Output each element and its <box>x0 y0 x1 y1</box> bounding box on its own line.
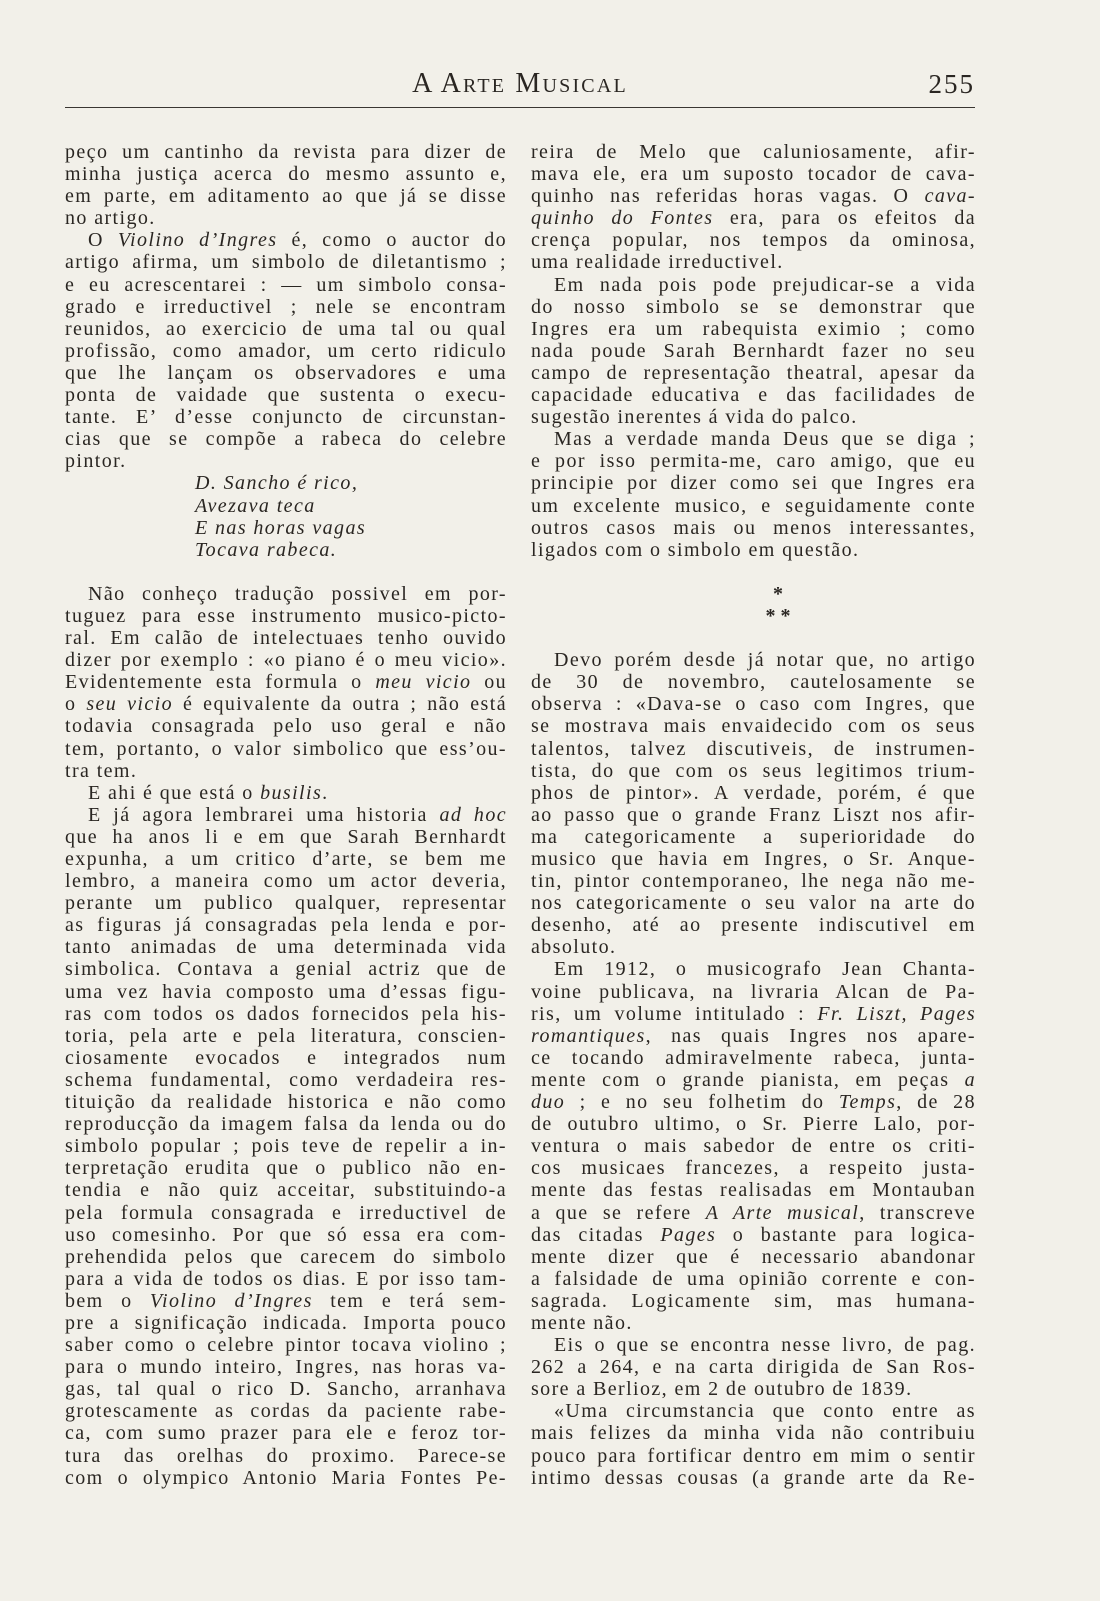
paragraph <box>65 782 507 804</box>
running-header <box>65 66 975 102</box>
text-run: pouco para fortificar dentro em mim o sentir <box>531 1444 976 1467</box>
text-run: * * <box>765 604 791 627</box>
text-run: Ingres era um rabequista eximio ; como <box>531 317 976 340</box>
text-run: quinho nas referidas horas vagas. O <box>531 185 925 208</box>
text-line <box>65 1400 507 1422</box>
text-line <box>65 848 507 870</box>
text-run: absoluto. <box>531 936 617 959</box>
text-run: Em 1912, o musicografo Jean Chanta- <box>554 958 976 981</box>
text-line <box>65 1246 507 1268</box>
text-line <box>531 826 976 848</box>
text-run: ras com todos os dados fornecidos pela his- <box>65 1002 507 1025</box>
text-run: Eis o que se encontra nesse livro, de pag. <box>554 1334 976 1357</box>
text-run: profissão, como amador, um certo ridiculo <box>65 339 507 362</box>
right-text-column <box>531 141 976 1489</box>
italic-text: A Arte musical <box>705 1201 860 1224</box>
text-run: , nas quais Ingres nos apare- <box>645 1024 976 1047</box>
text-run: capacidade educativa e das facilidades de <box>531 384 976 407</box>
text-line <box>531 981 976 1003</box>
text-run: ao passo que o grande Franz Liszt nos afir- <box>531 803 976 826</box>
text-line <box>531 738 976 760</box>
text-line <box>65 981 507 1003</box>
text-run: cos musicaes francezes, a respeito justa- <box>531 1157 976 1180</box>
text-line <box>65 1069 507 1091</box>
paragraph <box>531 958 976 1334</box>
text-run: tem e terá sem- <box>312 1289 507 1312</box>
text-line <box>65 804 507 826</box>
text-line <box>531 1312 976 1334</box>
text-line <box>65 1091 507 1113</box>
text-run: é, como o auctor do <box>277 229 508 252</box>
text-line <box>531 804 976 826</box>
text-run: reunidos, ao exercicio de uma tal ou qual <box>65 317 507 340</box>
text-run: E nas horas vagas <box>195 516 367 539</box>
italic-text: romantiques <box>531 1024 646 1047</box>
text-line <box>65 185 507 207</box>
text-run: «Uma circumstancia que conto entre as <box>554 1400 976 1423</box>
text-line <box>531 1246 976 1268</box>
text-line <box>531 472 976 494</box>
text-run: um excelente musico, e seguidamente conte <box>531 494 976 517</box>
text-run: . <box>322 781 329 804</box>
text-run: sagrada. Logicamente sim, mas humana- <box>531 1289 976 1312</box>
italic-text: seu vicio <box>86 693 174 716</box>
text-line <box>65 583 507 605</box>
text-line <box>531 693 976 715</box>
text-run: as figuras já consagradas pela lenda e por- <box>65 914 507 937</box>
text-line <box>65 936 507 958</box>
text-run: nos categoricamente o seu valor na arte do <box>531 892 976 915</box>
text-run: bem o <box>65 1289 150 1312</box>
text-run: para o mundo inteiro, Ingres, nas horas va- <box>65 1356 507 1379</box>
text-run: e por isso permita-me, caro amigo, que eu <box>531 450 976 473</box>
text-run: mente dizer que é necessario abandonar <box>531 1245 976 1268</box>
verse-line <box>65 517 507 539</box>
asterism-line <box>531 583 976 605</box>
text-line <box>531 274 976 296</box>
magazine-title: A Arte Musical <box>412 68 628 99</box>
text-line <box>65 1356 507 1378</box>
verse-line <box>65 539 507 561</box>
text-line <box>65 892 507 914</box>
text-run: sore a Berlioz, em 2 de outubro de 1839. <box>531 1378 913 1401</box>
text-run: tanto animadas de uma determinada vida <box>65 936 507 959</box>
text-line <box>531 870 976 892</box>
text-line <box>65 1467 507 1489</box>
text-line <box>65 760 507 782</box>
italic-text: quinho do Fontes <box>531 207 714 230</box>
text-line <box>531 1334 976 1356</box>
text-line <box>65 1047 507 1069</box>
text-line <box>531 229 976 251</box>
text-line <box>531 1113 976 1135</box>
text-run: tendia e não quiz acceitar, substituindo-a <box>65 1179 507 1202</box>
text-line <box>531 340 976 362</box>
text-run: com o olympico Antonio Maria Fontes Pe- <box>65 1466 507 1489</box>
text-run: tuguez para esse instrumento musico-picto- <box>65 604 507 627</box>
text-run: phos de pintor». A verdade, porém, é que <box>531 781 976 804</box>
text-line <box>531 207 976 229</box>
text-line <box>531 782 976 804</box>
text-run: cias que se compõe a rabeca do celebre <box>65 428 507 451</box>
text-line <box>531 1224 976 1246</box>
text-run: musico que havia em Ingres, o Sr. Anque- <box>531 848 976 870</box>
text-run: uso comesinho. Por que só essa era com- <box>65 1223 507 1246</box>
text-run: tista, do que com os seus legitimos trium- <box>531 759 976 782</box>
text-line <box>531 450 976 472</box>
italic-text: Violino d’Ingres <box>117 229 278 252</box>
text-run: ca, com sumo prazer para ele e feroz tor- <box>65 1422 507 1445</box>
text-run: , transcreve <box>859 1201 976 1224</box>
text-run: que lhe lançam os observadores e uma <box>65 361 507 384</box>
text-line <box>65 914 507 936</box>
text-line <box>531 958 976 980</box>
text-run: o <box>65 693 87 716</box>
text-run: desenho, até ao presente indiscutivel em <box>531 914 976 937</box>
text-line <box>65 738 507 760</box>
text-line <box>65 1422 507 1444</box>
text-run: ma categoricamente a superioridade do <box>531 825 976 848</box>
paragraph <box>531 274 976 429</box>
text-run: pre a significação indicada. Importa pouco <box>65 1311 507 1334</box>
text-line <box>531 914 976 936</box>
text-line <box>65 1334 507 1356</box>
text-run: 262 a 264, e na carta dirigida de San Ros- <box>531 1356 976 1379</box>
text-run: saber como o celebre pintor tocava violino ; <box>65 1334 507 1357</box>
text-run: se mostrava mais envaidecido com os seus <box>531 715 976 738</box>
text-run: peço um cantinho da revista para dizer de <box>65 141 507 163</box>
verse-line <box>65 472 507 494</box>
text-run: intimo dessas cousas (a grande arte da Re- <box>531 1466 976 1489</box>
text-run: a que se refere <box>531 1201 706 1224</box>
text-run: E já agora lembrarei uma historia <box>88 803 440 826</box>
text-line <box>531 163 976 185</box>
text-run: tura das orelhas do proximo. Parece-se <box>65 1444 507 1467</box>
text-run: mente com o grande pianista, em peças <box>531 1068 965 1091</box>
text-run: simbolica. Contava a genial actriz que de <box>65 958 507 981</box>
text-line <box>531 141 976 163</box>
text-run: pela formula consagrada e irreductivel de <box>65 1201 507 1224</box>
text-line <box>65 671 507 693</box>
text-line <box>65 207 507 229</box>
text-line <box>531 318 976 340</box>
text-line <box>65 826 507 848</box>
text-run: de 30 de novembro, cautelosamente se <box>531 671 976 694</box>
text-line <box>531 1003 976 1025</box>
text-run: Mas a verdade manda Deus que se diga ; <box>554 428 976 451</box>
paragraph <box>531 141 976 274</box>
text-run: para a vida de todos os dias. E por isso tam- <box>65 1267 507 1290</box>
text-run: grotescamente as cordas da paciente rabe- <box>65 1400 507 1423</box>
text-line <box>531 185 976 207</box>
text-run: crença popular, nos tempos da ominosa, <box>531 229 976 252</box>
text-run: sugestão inerentes á vida do palco. <box>531 406 858 429</box>
text-run: observa : «Dava-se o caso com Ingres, que <box>531 693 976 716</box>
text-run: Evidentemente esta formula o <box>65 671 376 694</box>
text-line <box>65 428 507 450</box>
paragraph <box>531 1400 976 1488</box>
text-line <box>531 936 976 958</box>
text-line <box>65 1224 507 1246</box>
text-run: ponta de vaidade que sustenta o execu- <box>65 384 507 407</box>
text-run: expunha, a um critico d’arte, se bem me <box>65 848 507 870</box>
text-line <box>531 671 976 693</box>
text-line <box>531 296 976 318</box>
text-run: uma realidade irreductivel. <box>531 251 784 274</box>
text-line <box>65 605 507 627</box>
text-line <box>531 1157 976 1179</box>
text-line <box>531 251 976 273</box>
text-run: gas, tal qual o rico D. Sancho, arranhava <box>65 1378 507 1401</box>
text-line <box>531 649 976 671</box>
text-line <box>531 384 976 406</box>
text-line <box>65 870 507 892</box>
text-run: mava ele, era um suposto tocador de cava- <box>531 163 976 186</box>
text-run: schema fundamental, como verdadeira res- <box>65 1068 507 1091</box>
text-run: grado e irreductivel ; nele se encontram <box>65 295 507 318</box>
page-number: 255 <box>928 69 975 99</box>
text-line <box>65 1445 507 1467</box>
italic-text: Fr. Liszt, Pages <box>817 1002 976 1025</box>
text-line <box>531 1047 976 1069</box>
text-run: ligados com o simbolo em questão. <box>531 538 860 561</box>
text-line <box>531 428 976 450</box>
text-line <box>65 274 507 296</box>
text-line <box>531 495 976 517</box>
text-line <box>65 251 507 273</box>
text-line <box>65 649 507 671</box>
text-line <box>65 693 507 715</box>
text-line <box>65 229 507 251</box>
text-line <box>531 1290 976 1312</box>
text-run: mente das festas realisadas em Montauban <box>531 1179 976 1202</box>
header-rule <box>65 107 975 108</box>
text-line <box>65 627 507 649</box>
italic-text: Violino d’Ingres <box>149 1289 313 1312</box>
paragraph <box>65 141 507 229</box>
text-run: prehendida pelos que carecem do simbolo <box>65 1245 507 1268</box>
paragraph <box>531 1334 976 1400</box>
text-run: perante um publico qualquer, representar <box>65 892 507 915</box>
text-line <box>531 517 976 539</box>
paragraph <box>65 804 507 1489</box>
text-run: mente não. <box>531 1311 633 1334</box>
text-line <box>65 406 507 428</box>
text-line <box>65 318 507 340</box>
text-run: ciosamente evocados e integrados num <box>65 1046 507 1069</box>
italic-text: ad hoc <box>439 803 508 826</box>
text-run: reira de Melo que caluniosamente, afir- <box>531 141 976 163</box>
text-run: voine publicava, na livraria Alcan de Pa- <box>531 980 976 1003</box>
asterism-divider <box>531 583 976 627</box>
text-line <box>65 384 507 406</box>
text-run: tante. E’ d’esse conjuncto de circunstan- <box>65 406 507 429</box>
text-run: minha justiça acerca do mesmo assunto e, <box>65 163 507 186</box>
text-run: em parte, em aditamento ao que já se disse <box>65 185 507 208</box>
text-run: era, para os efeitos da <box>713 207 976 230</box>
text-line <box>65 1268 507 1290</box>
verse-line <box>65 495 507 517</box>
text-line <box>65 1312 507 1334</box>
text-run: campo de representação theatral, apesar da <box>531 361 976 384</box>
text-run: simbolo popular ; pois teve de repelir a in- <box>65 1135 507 1158</box>
text-line <box>531 1445 976 1467</box>
text-run: do nosso simbolo se se demonstrar que <box>531 295 976 318</box>
text-line <box>531 715 976 737</box>
text-run: ce tocando admiravelmente rabeca, junta- <box>531 1046 976 1069</box>
text-run: Avezava teca <box>195 494 316 517</box>
italic-text: Pages <box>660 1223 717 1246</box>
text-run: tra tem. <box>65 759 138 782</box>
text-run: , de 28 <box>896 1091 976 1114</box>
text-line <box>65 1179 507 1201</box>
paragraph <box>65 583 507 782</box>
text-run: ; e no seu folhetim do <box>565 1091 839 1114</box>
italic-text: cava- <box>924 185 976 208</box>
text-run: ral. Em calão de intelectuaes tenho ouvido <box>65 627 507 650</box>
text-line <box>531 1069 976 1091</box>
text-run: ou <box>471 671 507 694</box>
text-line <box>65 958 507 980</box>
left-text-column <box>65 141 507 1489</box>
italic-text: Temps <box>838 1091 897 1114</box>
text-line <box>531 1025 976 1047</box>
text-line <box>65 296 507 318</box>
text-line <box>531 1356 976 1378</box>
text-line <box>65 1290 507 1312</box>
text-line <box>531 892 976 914</box>
text-line <box>65 163 507 185</box>
text-line <box>65 1003 507 1025</box>
text-run: * <box>773 582 783 605</box>
text-run: lembro, a maneira como um actor deveria, <box>65 870 507 893</box>
text-run: outros casos mais ou menos interessantes, <box>531 516 976 539</box>
text-run: nada poude Sarah Bernhardt fazer no seu <box>531 339 976 362</box>
text-line <box>65 340 507 362</box>
text-run: o bastante para logica- <box>716 1223 976 1246</box>
italic-text: duo <box>531 1091 566 1114</box>
text-run: de outubro ultimo, o Sr. Pierre Lalo, por- <box>531 1113 976 1136</box>
text-line <box>65 1157 507 1179</box>
text-run: pintor. <box>65 450 127 473</box>
text-run: dizer por exemplo : «o piano é o meu vicio». <box>65 649 507 672</box>
italic-text: busilis <box>260 781 323 804</box>
text-run: ris, um volume intitulado : <box>531 1002 818 1025</box>
text-run: artigo afirma, um simbolo de diletantismo ; <box>65 251 507 274</box>
paragraph <box>65 229 507 472</box>
italic-text: a <box>964 1068 976 1091</box>
text-line <box>531 1268 976 1290</box>
text-run: Em nada pois pode prejudicar-se a vida <box>554 273 976 296</box>
text-run: ventura o mais sabedor de entre os criti- <box>531 1135 976 1158</box>
text-line <box>531 1378 976 1400</box>
text-line <box>65 715 507 737</box>
text-run: no artigo. <box>65 207 156 230</box>
text-run: e eu acrescentarei : — um simbolo consa- <box>65 273 507 296</box>
text-line <box>65 1113 507 1135</box>
text-run: mais felizes da minha vida não contribuiu <box>531 1422 976 1445</box>
asterism-line <box>531 605 976 627</box>
text-line <box>531 760 976 782</box>
text-run: é equivalente da outra ; não está <box>173 693 507 716</box>
paragraph <box>531 649 976 958</box>
text-line <box>531 1135 976 1157</box>
text-run: principie por dizer como sei que Ingres era <box>531 472 976 495</box>
text-run: Não conheço tradução possivel em por- <box>88 582 507 605</box>
text-run: reproducção da imagem falsa da lenda ou do <box>65 1113 507 1136</box>
text-line <box>65 1378 507 1400</box>
text-line <box>531 1422 976 1444</box>
text-line <box>531 539 976 561</box>
text-run: uma vez havia composto uma d’essas figu- <box>65 980 507 1003</box>
text-line <box>531 848 976 870</box>
italic-text: meu vicio <box>375 671 472 694</box>
text-line <box>531 362 976 384</box>
text-line <box>531 1400 976 1422</box>
text-line <box>65 1025 507 1047</box>
text-line <box>65 1135 507 1157</box>
text-run: toria, pela arte e pela literatura, conscien- <box>65 1024 507 1047</box>
text-run: tem, portanto, o valor simbolico que ess’ou- <box>65 737 507 760</box>
text-run: das citadas <box>531 1223 661 1246</box>
text-line <box>531 406 976 428</box>
text-run: Tocava rabeca. <box>195 538 338 561</box>
text-run: talentos, talvez discutiveis, de instrumen- <box>531 737 976 760</box>
text-run: tin, pintor contemporaneo, lhe nega não me- <box>531 870 976 893</box>
text-run: Devo porém desde já notar que, no artigo <box>554 649 976 672</box>
text-run: que ha anos li e em que Sarah Bernhardt <box>65 825 507 848</box>
text-run: E ahi é que está o <box>88 781 261 804</box>
text-run: O <box>88 229 118 252</box>
text-line <box>531 1467 976 1489</box>
text-line <box>531 1179 976 1201</box>
text-run: tituição da realidade historica e não como <box>65 1091 507 1114</box>
text-line <box>531 1091 976 1113</box>
text-run: todavia consagrada pelo uso geral e não <box>65 715 507 738</box>
text-run: a falsidade de uma opinião corrente e con- <box>531 1267 976 1290</box>
text-line <box>65 782 507 804</box>
text-run: D. Sancho é rico, <box>195 472 359 495</box>
verse-stanza <box>65 472 507 560</box>
text-line <box>531 1202 976 1224</box>
text-line <box>65 450 507 472</box>
text-run: terpretação erudita que o publico não en- <box>65 1157 507 1180</box>
text-line <box>65 141 507 163</box>
paragraph <box>531 428 976 561</box>
text-line <box>65 362 507 384</box>
text-line <box>65 1202 507 1224</box>
